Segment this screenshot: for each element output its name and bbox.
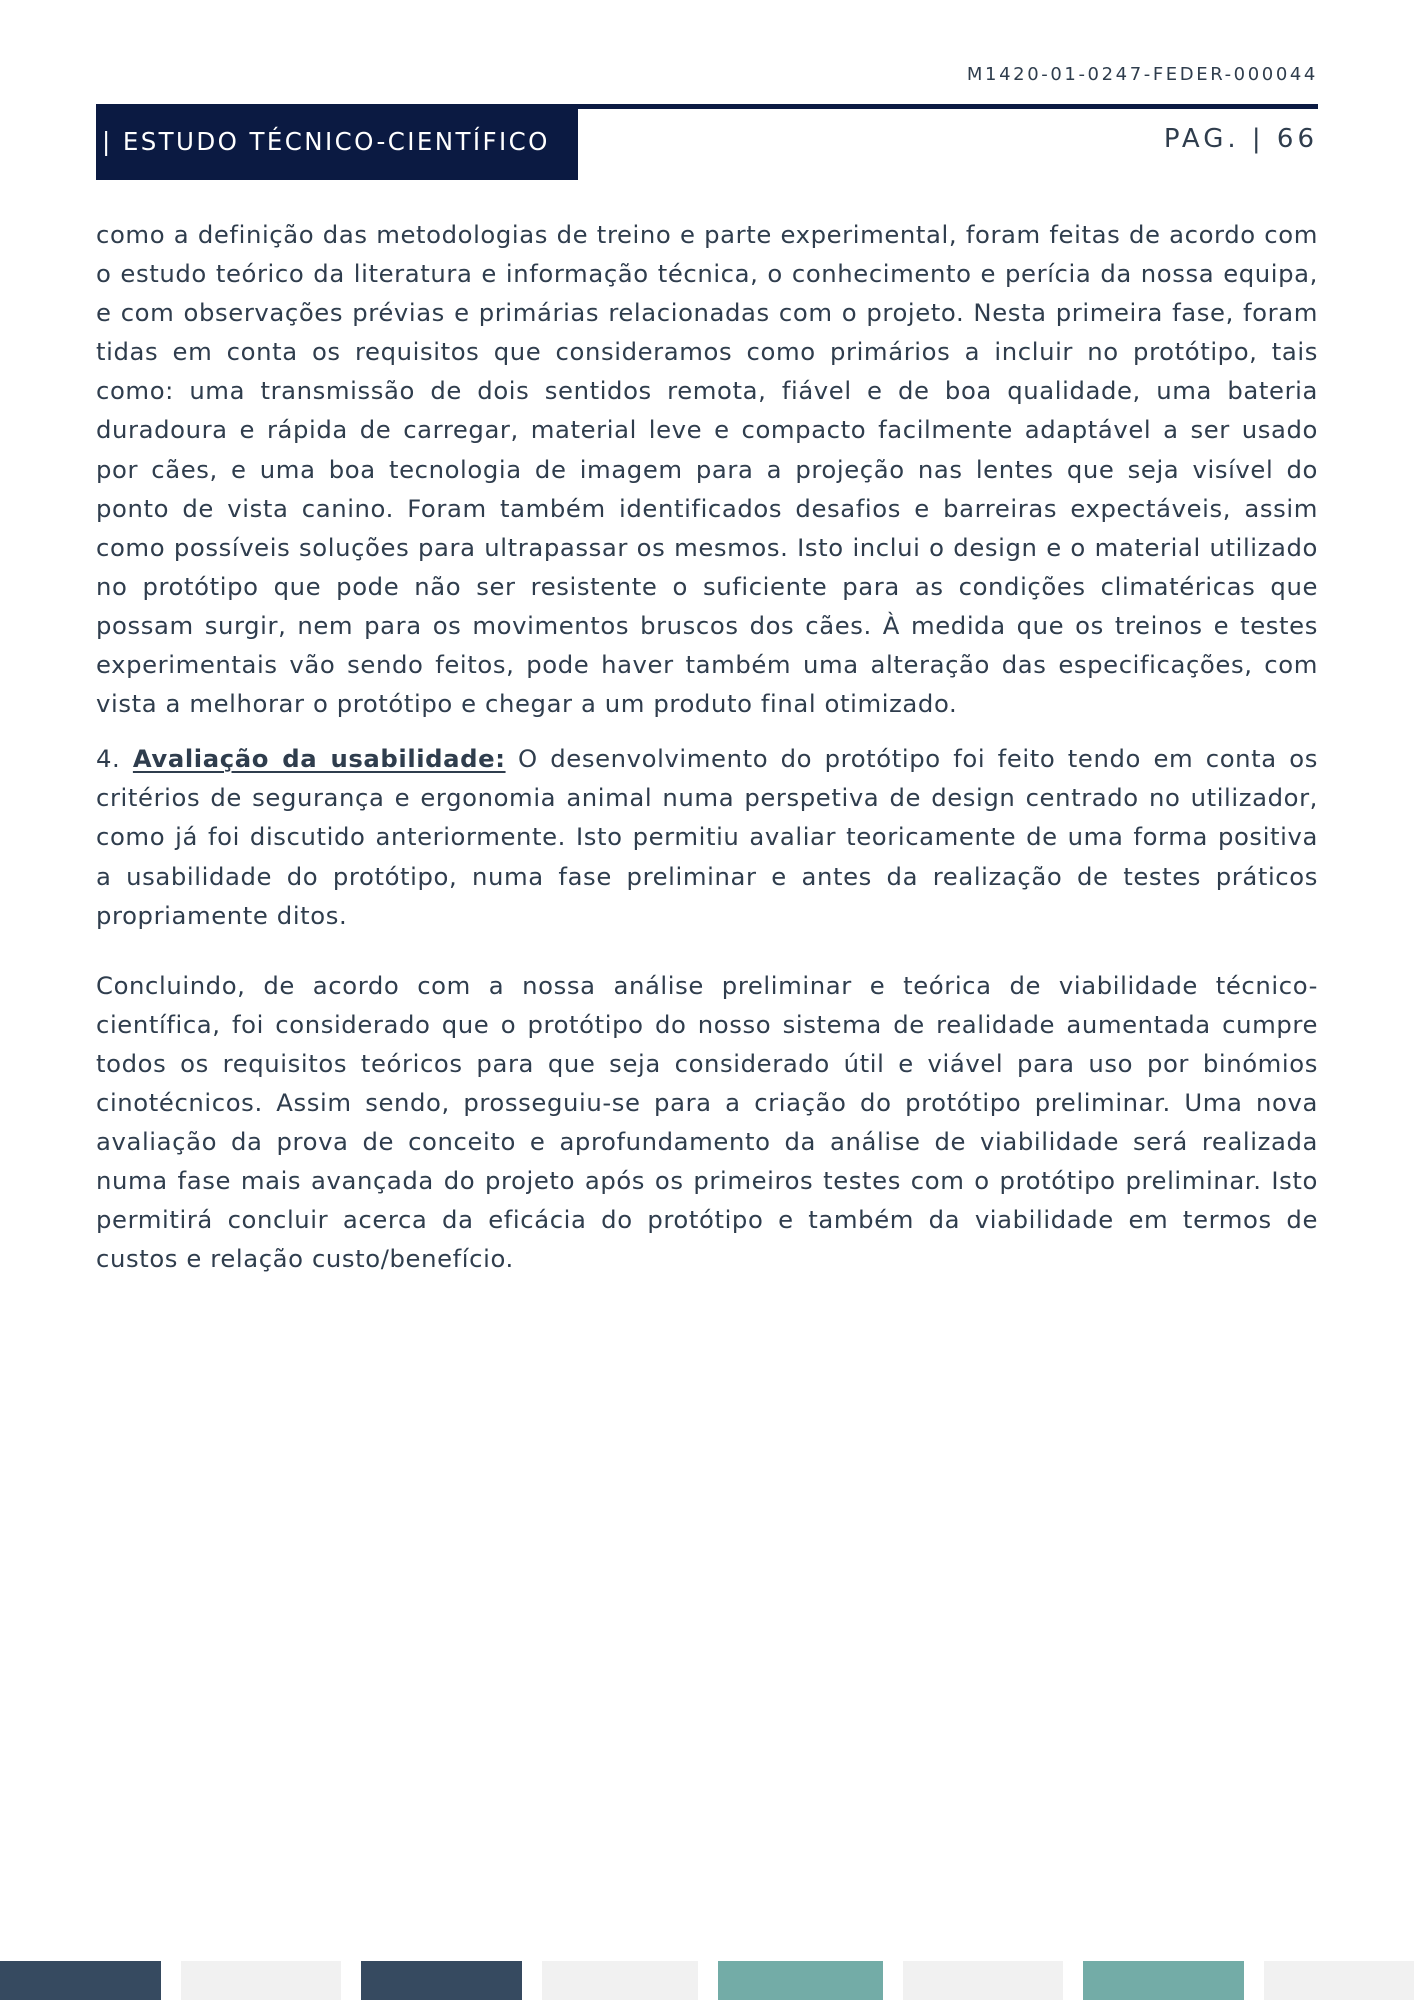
footer-block-dark (361, 1961, 522, 2000)
list-item-title: Avaliação da usabilidade: (132, 744, 506, 774)
footer-block-teal (718, 1961, 883, 2000)
conclusion-paragraph: Concluindo, de acordo com a nossa análise preliminar e teórica de viabilidade técnico-científica, foi considerado que o protótipo do nosso sistema de realidade aumentada cumpre todos os requisitos teóricos para que seja considerado útil e viável para uso por binómios cinotécnicos. Assim sendo, prosseguiu-se para a criação do protótipo preliminar. Uma nova avaliação da prova de conceito e aprofundamento da análise de viabilidade será realizada numa fase mais avançada do projeto após os primeiros testes com o protótipo preliminar. Isto permitirá concluir acerca da eficácia do protótipo e também da viabilidade em termos de custos e relação custo/benefício. (96, 970, 1318, 1274)
footer-block-light (181, 1961, 341, 2000)
body-paragraph: como a definição das metodologias de treino e parte experimental, foram feitas de acordo com o estudo teórico da literatura e informação técnica, o conhecimento e perícia da nossa equipa, e com observações prévias e primárias relacionadas com o projeto. Nesta primeira fase, foram tidas em conta os requisitos que consideramos como primários a incluir no protótipo, tais como: uma transmissão de dois sentidos remota, fiável e de boa qualidade, uma bateria duradoura e rápida de carregar, material leve e compacto facilmente adaptável a ser usado por cães, e uma boa tecnologia de imagem para a projeção nas lentes que seja visível do ponto de vista canino. Foram também identificados desafios e barreiras expectáveis, assim como possíveis soluções para ultrapassar os mesmos. Isto inclui o design e o material utilizado no protótipo que pode não ser resistente o suficiente para as condições climatéricas que possam surgir, nem para os movimentos bruscos dos cães. À medida que os treinos e testes experimentais vão sendo feitos, pode haver também uma alteração das especificações, com vista a melhorar o protótipo e chegar a um produto final otimizado. (96, 220, 1318, 719)
footer-block-light (903, 1961, 1063, 2000)
footer-block-light (542, 1961, 698, 2000)
page-number: PAG. | 66 (1163, 124, 1318, 154)
page-body (96, 215, 1318, 1278)
list-item-text: O desenvolvimento do protótipo foi feito tendo em conta os critérios de segurança e ergonomia animal numa perspetiva de design centrado no utilizador, como já foi discutido anteriormente. Isto permitiu avaliar teoricamente de uma forma positiva a usabilidade do protótipo, numa fase preliminar e antes da realização de testes práticos propriamente ditos. (96, 744, 1319, 930)
section-label: | ESTUDO TÉCNICO-CIENTÍFICO (96, 104, 578, 180)
list-item-number: 4. (96, 744, 121, 774)
document-code: M1420-01-0247-FEDER-000044 (966, 64, 1318, 85)
footer-color-bar (0, 1961, 1414, 2000)
footer-block-teal (1083, 1961, 1244, 2000)
footer-block-light (1264, 1961, 1414, 2000)
list-item-usability (96, 739, 1318, 934)
footer-block-dark (0, 1961, 161, 2000)
